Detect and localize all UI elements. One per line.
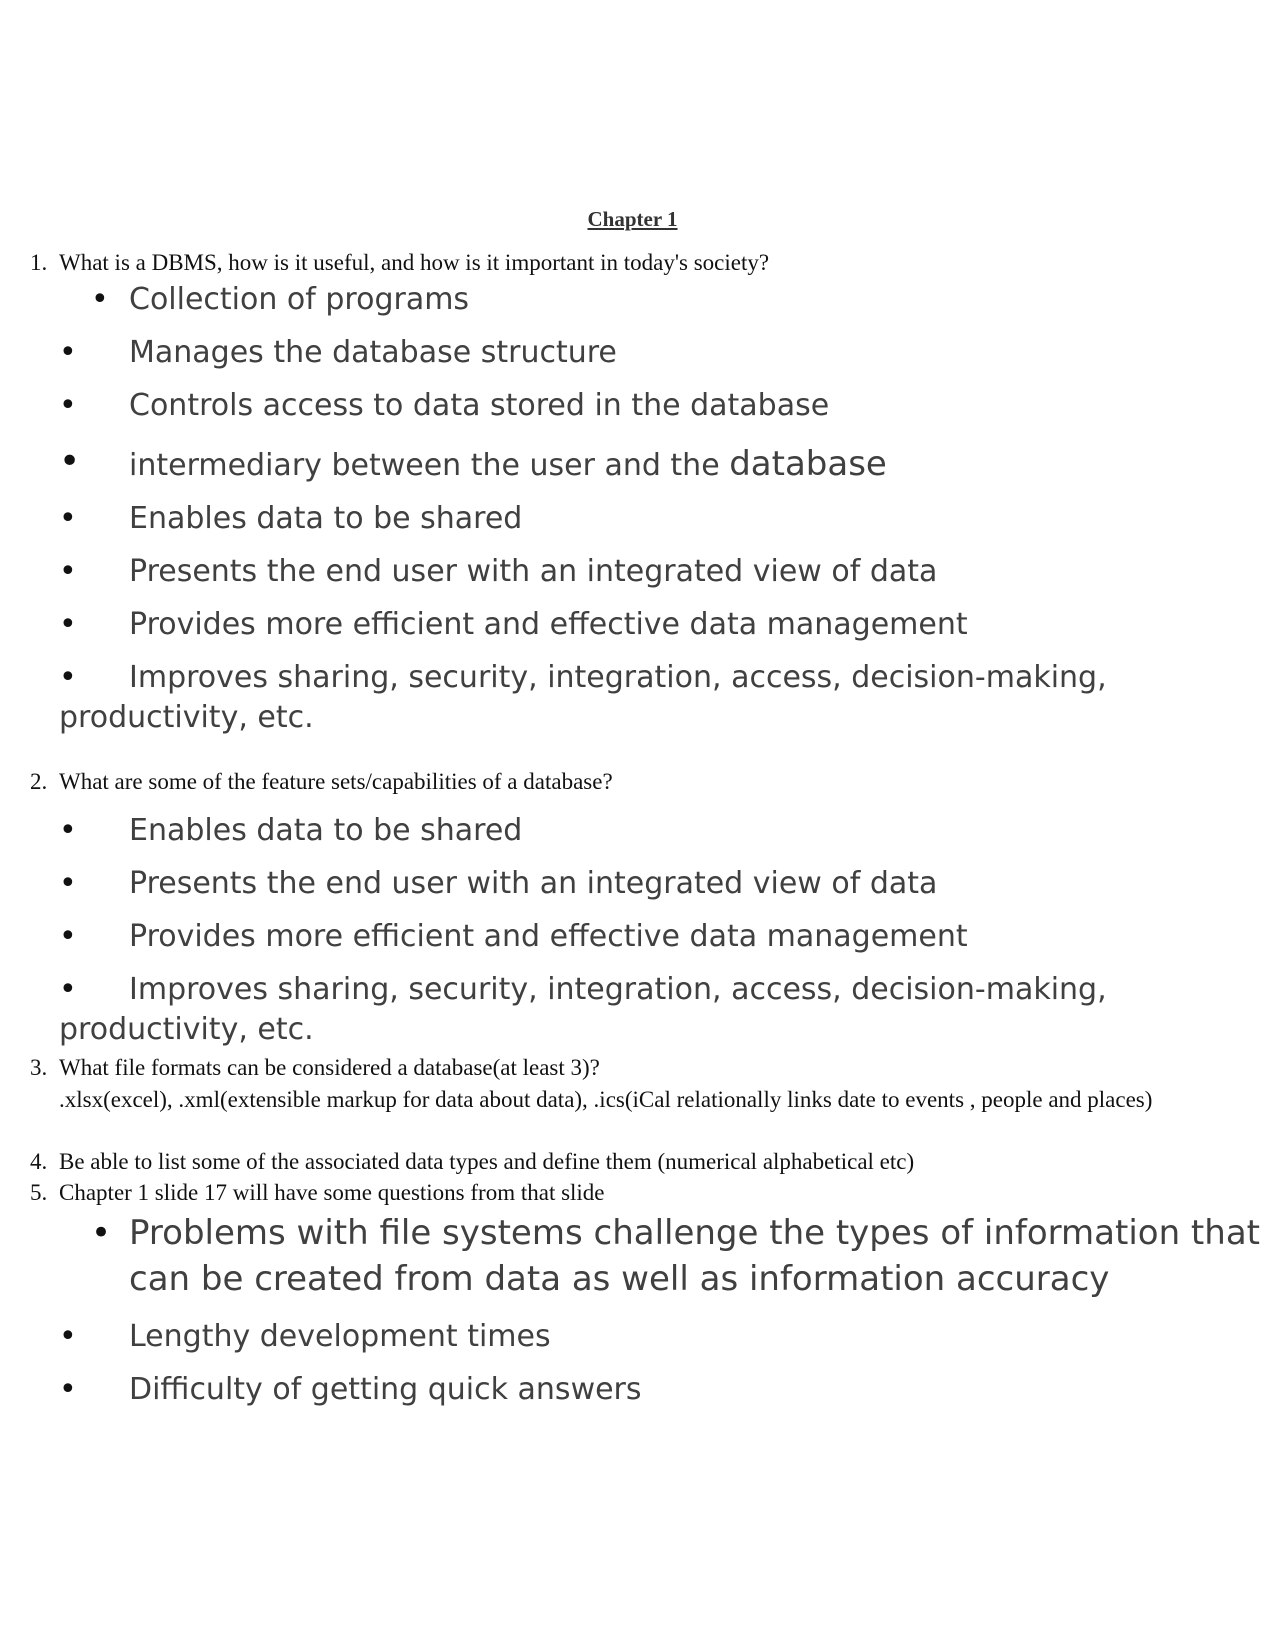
question-5 bbox=[30, 1180, 605, 1206]
question-number: 2. bbox=[30, 769, 48, 794]
question-number: 1. bbox=[30, 250, 48, 275]
bullet-icon: • bbox=[59, 501, 77, 536]
bullet-icon: • bbox=[59, 554, 77, 589]
bullet-icon: • bbox=[59, 866, 77, 901]
question-1 bbox=[30, 250, 769, 276]
question-4 bbox=[30, 1149, 914, 1175]
bullet-icon: • bbox=[59, 388, 77, 423]
question-text: Chapter 1 slide 17 will have some questions from that slide bbox=[59, 1180, 605, 1205]
list-item-continuation: can be created from data as well as information accuracy bbox=[129, 1259, 1110, 1299]
list-item-continuation: productivity, etc. bbox=[59, 1012, 314, 1047]
page-title: Chapter 1 bbox=[587, 207, 678, 231]
question-text: What file formats can be considered a database(at least 3)? bbox=[59, 1055, 600, 1080]
list-item-continuation: productivity, etc. bbox=[59, 700, 314, 735]
bullet-icon: • bbox=[59, 660, 77, 695]
question-number: 3. bbox=[30, 1055, 48, 1080]
bullet-icon: • bbox=[91, 282, 109, 317]
bullet-icon: • bbox=[59, 335, 77, 370]
question-text: What is a DBMS, how is it useful, and how is it important in today's society? bbox=[59, 250, 770, 275]
document-page: Chapter 1 1. What is a DBMS, how is it useful, and how is it important in today's society? • Collection of programs • Manages the database structure • Controls access to data stored in the database • intermediary between the user and the database • Enables data to be shared • Presents the end user with an integrated view of data • Provides more efficient and effective data management • Improves sharing, security, integration, access, decision-making, productivity, etc. 2. What are some of the feature sets/capabilities of a database? • Enables data to be shared • Presents the end user with an integrated view of data • Provides more efficient and effective data management • Improves sharing, security, integration, access, decision-making, productivity, etc. 3. What file formats can be considered a database(at least 3)? .xlsx(excel), .xml(extensible markup for data about data), .ics(iCal relationally links date to events , people and places) 4. Be able to list some of the associated data types and define them (numerical alphabetical etc) 5. Chapter 1 slide 17 will have some questions from that slide • Problems with file systems challenge the types of information that can be created from data as well as information accuracy • Lengthy development times • Difficulty of getting quick answers bbox=[0, 0, 1275, 1651]
question-number: 5. bbox=[30, 1180, 48, 1205]
bullet-icon: • bbox=[59, 1319, 77, 1354]
question-3 bbox=[30, 1055, 600, 1081]
bullet-icon: • bbox=[59, 919, 77, 954]
answer-text: .xlsx(excel), .xml(extensible markup for data about data), .ics(iCal relationally links date to events , people and places) bbox=[59, 1087, 1153, 1112]
bullet-icon: • bbox=[59, 813, 77, 848]
bullet-icon: • bbox=[91, 1213, 112, 1253]
question-2 bbox=[30, 769, 613, 795]
bullet-icon: • bbox=[59, 441, 81, 482]
bullet-icon: • bbox=[59, 607, 77, 642]
question-text: What are some of the feature sets/capabilities of a database? bbox=[59, 769, 613, 794]
question-number: 4. bbox=[30, 1149, 48, 1174]
bullet-icon: • bbox=[59, 972, 77, 1007]
question-text: Be able to list some of the associated data types and define them (numerical alphabetical etc) bbox=[59, 1149, 915, 1174]
bullet-icon: • bbox=[59, 1372, 77, 1407]
